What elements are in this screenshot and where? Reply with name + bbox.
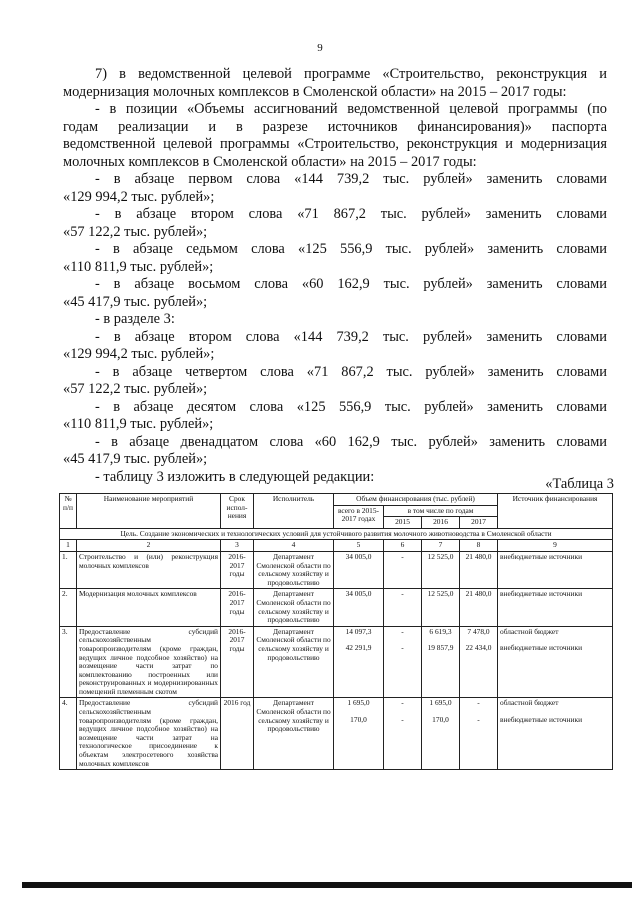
text-line: - в абзаце первом слова «144 739,2 тыс. рублей» заменить словами [95,171,607,187]
row-total-value: 34 005,0 [345,589,372,599]
row-2016 [422,589,460,626]
row-total-value: 42 291,9 [345,643,372,653]
text-line: «110 811,9 тыс. рублей»; [63,416,214,432]
text-line: ведомственной целевой программы «Строительство, реконструкция и модернизация [63,136,607,152]
amendment-text [63,66,607,486]
row-total [334,626,384,698]
row-2016 [422,626,460,698]
row-2017 [460,626,498,698]
row-total [334,589,384,626]
row-number: 3. [60,626,77,698]
row-source-value: внебюджетные источники [500,589,583,599]
row-term: 2016-2017 годы [221,551,254,588]
row-2015-value: - [401,626,404,636]
text-line: «57 122,2 тыс. рублей»; [63,381,208,397]
header-2017: 2017 [460,517,498,529]
header-term: Срок испол-нения [221,494,254,529]
row-source [498,589,613,626]
row-source [498,698,613,770]
text-line: - в абзаце втором слова «144 739,2 тыс. рублей» заменить словами [95,328,607,345]
row-2017-value: 21 480,0 [465,551,492,561]
row-2017-value: 21 480,0 [465,589,492,599]
column-number: 8 [460,540,498,552]
row-2015-value: - [401,643,404,653]
row-total [334,551,384,588]
row-term: 2016 год [221,698,254,770]
goal-row: Цель. Создание экономических и технологических условий для устойчивого развития молочного животноводства в Смоленской области [60,528,613,540]
text-line: - в абзаце двенадцатом слова «60 162,9 тыс. рублей» заменить словами [95,433,607,450]
row-2015 [384,698,422,770]
row-activity: Предоставление субсидий сельскохозяйственным товаропроизводителям (кроме граждан, ведущих личное подсобное хозяйство) на возмещение части затрат по комплектованию построенных или реконструированных и модернизированных помещений племенным скотом [77,626,221,698]
row-2015 [384,626,422,698]
row-total-value: 14 097,3 [345,626,372,636]
text-line: «129 994,2 тыс. рублей»; [63,188,215,205]
header-executor: Исполнитель [254,494,334,529]
text-line: «129 994,2 тыс. рублей»; [63,346,215,362]
header-num: № п/п [60,494,77,529]
text-line: «57 122,2 тыс. рублей»; [63,223,208,240]
column-number-row [60,540,613,552]
row-total-value: 34 005,0 [345,551,372,561]
table-row [60,626,613,698]
header-total: всего в 2015-2017 годах [334,505,384,528]
row-source-value: областной бюджет [500,626,559,636]
table-row [60,551,613,588]
column-number: 2 [77,540,221,552]
row-2016-value: 6 619,3 [429,626,452,636]
row-source-value: областной бюджет [500,698,559,708]
row-2016-value: 19 857,9 [427,643,454,653]
program-table [59,493,613,770]
table-title: «Таблица 3 [545,476,614,492]
row-2016-value: 12 525,0 [427,551,454,561]
row-2015-value: - [401,589,404,599]
column-number: 9 [498,540,613,552]
header-including: в том числе по годам [384,505,498,517]
row-executor: Департамент Смоленской области по сельскому хозяйству и продовольствию [254,626,334,698]
row-executor: Департамент Смоленской области по сельскому хозяйству и продовольствию [254,698,334,770]
row-executor: Департамент Смоленской области по сельскому хозяйству и продовольствию [254,551,334,588]
text-line: «110 811,9 тыс. рублей»; [63,258,214,275]
row-source-value: внебюджетные источники [500,643,583,653]
row-2017-value: 7 478,0 [467,626,490,636]
row-source [498,551,613,588]
row-activity: Модернизация молочных комплексов [77,589,221,626]
row-2017 [460,698,498,770]
text-line: годам реализации и в разрезе источников финансирования)» паспорта [63,118,607,135]
text-line: - в абзаце восьмом слова «60 162,9 тыс. рублей» заменить словами [95,276,607,292]
row-total [334,698,384,770]
header-name: Наименование мероприятий [77,494,221,529]
column-number: 3 [221,540,254,552]
row-2015-value: - [401,551,404,561]
column-number: 1 [60,540,77,552]
text-line: - в разделе 3: [95,311,175,327]
row-number: 2. [60,589,77,626]
row-2017-value: - [477,698,480,708]
row-2015 [384,589,422,626]
text-line: «45 417,9 тыс. рублей»; [63,451,208,467]
header-volume: Объем финансирования (тыс. рублей) [334,494,498,506]
column-number: 5 [334,540,384,552]
row-activity: Предоставление субсидий сельскохозяйственным товаропроизводителям (кроме граждан, ведущих личное подсобное хозяйство) на возмещение части затрат на технологическое присоединение к объектам электросетевого хозяйства молочных комплексов [77,698,221,770]
row-source-value: внебюджетные источники [500,715,583,725]
row-2017 [460,589,498,626]
scan-edge-bar [22,882,632,888]
row-2015-value: - [401,715,404,725]
row-2017-value: 22 434,0 [465,643,492,653]
row-2016-value: 170,0 [432,715,449,725]
column-number: 7 [422,540,460,552]
row-source [498,626,613,698]
text-line: - в абзаце седьмом слова «125 556,9 тыс. рублей» заменить словами [95,241,607,257]
row-2015-value: - [401,698,404,708]
row-term: 2016-2017 годы [221,626,254,698]
header-2015: 2015 [384,517,422,529]
row-total-value: 170,0 [350,715,367,725]
row-total-value: 1 695,0 [347,698,370,708]
header-source: Источник финансирования [498,494,613,529]
text-line: 7) в ведомственной целевой программе «Строительство, реконструкция и [95,66,607,82]
table-row [60,698,613,770]
row-2017-value: - [477,715,480,725]
header-2016: 2016 [422,517,460,529]
page-number: 9 [317,42,323,54]
text-line: - таблицу 3 изложить в следующей редакции: [95,468,375,485]
row-term: 2016-2017 годы [221,589,254,626]
row-source-value: внебюджетные источники [500,551,583,561]
text-line: - в позиции «Объемы ассигнований ведомственной целевой программы (по [95,101,607,117]
text-line: модернизация молочных комплексов в Смоленской области» на 2015 – 2017 годы: [63,83,567,100]
row-activity: Строительство и (или) реконструкция молочных комплексов [77,551,221,588]
column-number: 6 [384,540,422,552]
text-line: - в абзаце втором слова «71 867,2 тыс. рублей» заменить словами [95,206,607,222]
table-row [60,589,613,626]
row-2016 [422,551,460,588]
text-line: «45 417,9 тыс. рублей»; [63,293,208,310]
text-line: - в абзаце десятом слова «125 556,9 тыс. рублей» заменить словами [95,398,607,415]
row-number: 1. [60,551,77,588]
text-line: - в абзаце четвертом слова «71 867,2 тыс. рублей» заменить словами [95,363,607,380]
row-2017 [460,551,498,588]
row-2016-value: 12 525,0 [427,589,454,599]
row-number: 4. [60,698,77,770]
text-line: молочных комплексов в Смоленской области» на 2015 – 2017 годы: [63,153,477,170]
row-2016 [422,698,460,770]
row-2015 [384,551,422,588]
row-executor: Департамент Смоленской области по сельскому хозяйству и продовольствию [254,589,334,626]
row-2016-value: 1 695,0 [429,698,452,708]
column-number: 4 [254,540,334,552]
